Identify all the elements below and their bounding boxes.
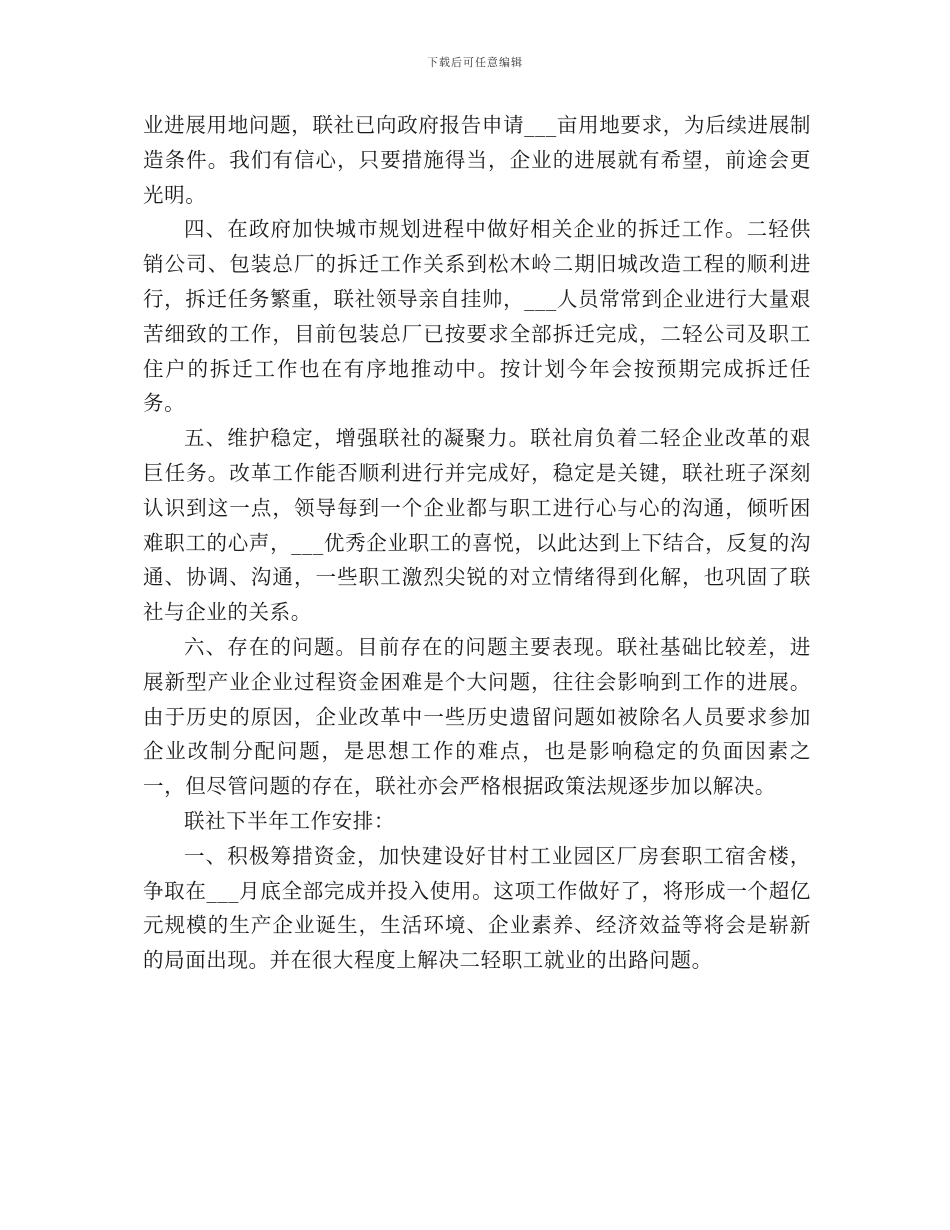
paragraph-3: 五、维护稳定，增强联社的凝聚力。联社肩负着二轻企业改革的艰巨任务。改革工作能否顺利进行并完成好，稳定是关键，联社班子深刻认识到这一点，领导每到一个企业都与职工进行心与心的沟通，倾听困难职工的心声，___优秀企业职工的喜悦，以此达到上下结合，反复的沟通、协调、沟通，一些职工激烈尖锐的对立情绪得到化解，也巩固了联社与企业的关系。: [143, 426, 811, 625]
page-header: 下载后可任意编辑: [427, 56, 523, 69]
paragraph-5: 联社下半年工作安排：: [184, 808, 395, 833]
paragraph-1: 业进展用地问题，联社已向政府报告申请___亩用地要求，为后续进展制造条件。我们有信心，只要措施得当，企业的进展就有希望，前途会更光明。: [143, 113, 811, 207]
paragraph-6: 一、积极筹措资金，加快建设好甘村工业园区厂房套职工宿舍楼，争取在___月底全部完成并投入使用。这项工作做好了，将形成一个超亿元规模的生产企业诞生，生活环境、企业素养、经济效益等将会是崭新的局面出现。并在很大程度上解决二轻职工就业的出路问题。: [143, 843, 811, 973]
paragraph-2: 四、在政府加快城市规划进程中做好相关企业的拆迁工作。二轻供销公司、包装总厂的拆迁工作关系到松木岭二期旧城改造工程的顺利进行，拆迁任务繁重，联社领导亲自挂帅，___人员常常到企业进行大量艰苦细致的工作，目前包装总厂已按要求全部拆迁完成，二轻公司及职工住户的拆迁工作也在有序地推动中。按计划今年会按预期完成拆迁任务。: [143, 217, 811, 416]
paragraph-4: 六、存在的问题。目前存在的问题主要表现。联社基础比较差，进展新型产业企业过程资金困难是个大问题，往往会影响到工作的进展。由于历史的原因，企业改革中一些历史遗留问题如被除名人员要求参加企业改制分配问题，是思想工作的难点，也是影响稳定的负面因素之一，但尽管问题的存在，联社亦会严格根据政策法规逐步加以解决。: [143, 634, 811, 799]
document-body: [143, 108, 811, 978]
